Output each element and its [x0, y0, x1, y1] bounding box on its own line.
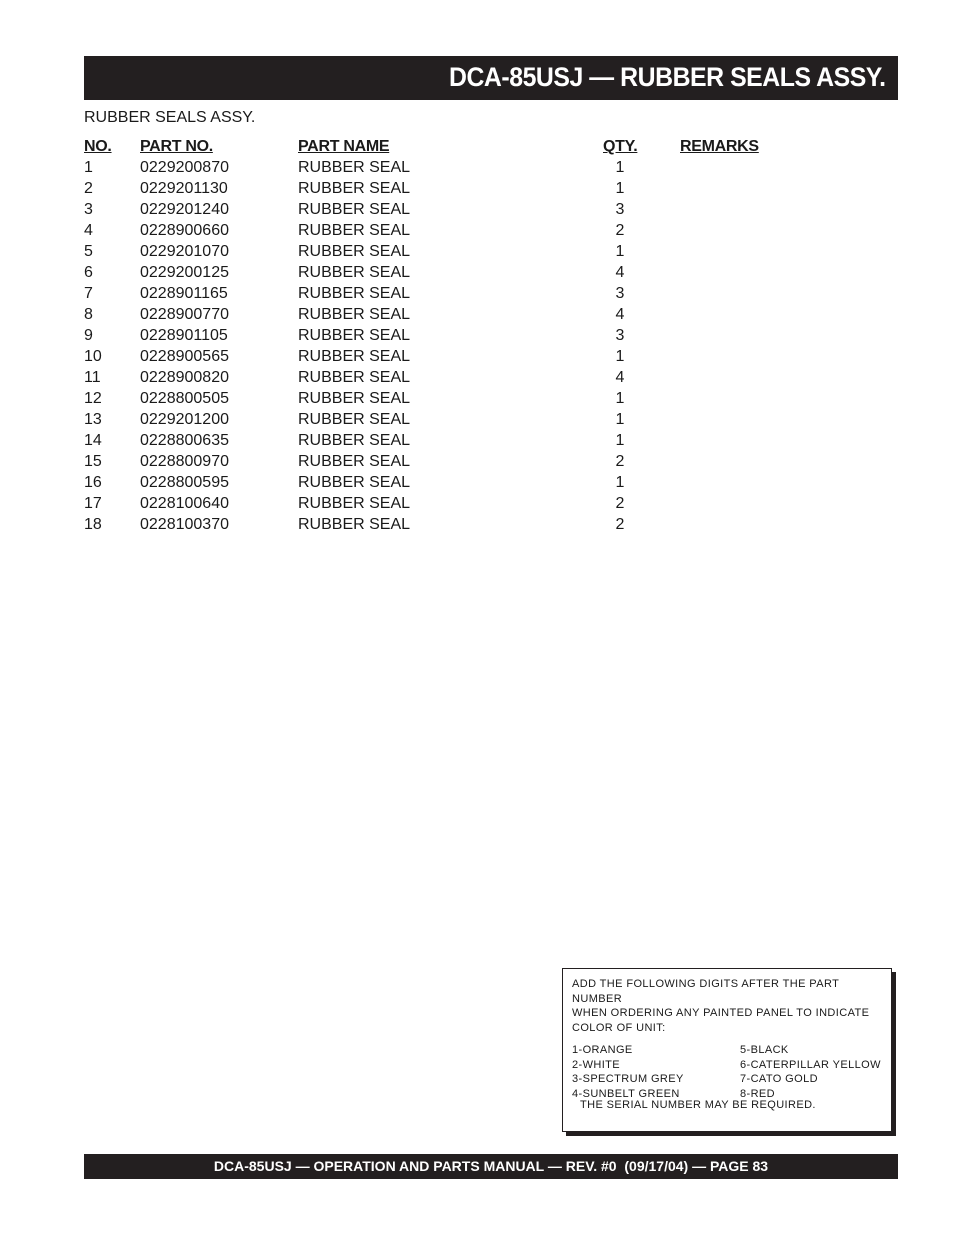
cell-qty: 1 [615, 243, 625, 260]
color-code-item: 1-ORANGE [572, 1044, 633, 1056]
cell-no: 4 [84, 222, 93, 239]
cell-part-no: 0229201070 [140, 243, 229, 260]
table-row [84, 157, 784, 178]
color-code-item: 4-SUNBELT GREEN [572, 1088, 680, 1100]
cell-no: 9 [84, 327, 93, 344]
cell-qty: 3 [615, 327, 625, 344]
header-remarks: REMARKS [680, 138, 759, 155]
serial-number-note: THE SERIAL NUMBER MAY BE REQUIRED. [580, 1099, 816, 1111]
title-bar [84, 56, 898, 100]
cell-no: 6 [84, 264, 93, 281]
table-row [84, 451, 784, 472]
table-row [84, 262, 784, 283]
cell-part-no: 0228800595 [140, 474, 229, 491]
cell-part-name: RUBBER SEAL [298, 159, 411, 176]
cell-part-name: RUBBER SEAL [298, 369, 411, 386]
cell-qty: 1 [615, 348, 625, 365]
cell-qty: 1 [615, 411, 625, 428]
table-row [84, 367, 784, 388]
paint-color-note [562, 968, 892, 1132]
cell-part-no: 0228900565 [140, 348, 229, 365]
section-subtitle: RUBBER SEALS ASSY. [84, 109, 256, 126]
cell-part-no: 0228100640 [140, 495, 229, 512]
table-row [84, 304, 784, 325]
cell-part-name: RUBBER SEAL [298, 390, 411, 407]
cell-part-no: 0228901165 [140, 285, 228, 302]
color-code-item: 8-RED [740, 1088, 776, 1100]
note-intro-line: WHEN ORDERING ANY PAINTED PANEL TO INDICATE [572, 1007, 870, 1019]
color-code-item: 6-CATERPILLAR YELLOW [740, 1059, 881, 1071]
cell-part-no: 0228901105 [140, 327, 228, 344]
color-code-item: 2-WHITE [572, 1059, 621, 1071]
cell-part-name: RUBBER SEAL [298, 306, 411, 323]
cell-qty: 4 [615, 306, 625, 323]
cell-part-no: 0228900820 [140, 369, 229, 386]
cell-no: 10 [84, 348, 102, 365]
cell-part-name: RUBBER SEAL [298, 180, 411, 197]
cell-part-name: RUBBER SEAL [298, 348, 411, 365]
table-row [84, 283, 784, 304]
header-part-name: PART NAME [298, 138, 390, 155]
cell-qty: 2 [615, 516, 625, 533]
color-code-item: 5-BLACK [740, 1044, 789, 1056]
footer-bar [84, 1154, 898, 1179]
page-title: DCA-85USJ — RUBBER SEALS ASSY. [449, 62, 886, 92]
cell-part-no: 0228900770 [140, 306, 229, 323]
cell-part-no: 0228900660 [140, 222, 229, 239]
cell-part-no: 0229201200 [140, 411, 229, 428]
cell-no: 5 [84, 243, 93, 260]
cell-part-name: RUBBER SEAL [298, 243, 411, 260]
header-qty: QTY. [603, 138, 638, 155]
header-part-no: PART NO. [140, 138, 213, 155]
cell-part-name: RUBBER SEAL [298, 516, 411, 533]
cell-qty: 3 [615, 285, 625, 302]
cell-part-no: 0228800505 [140, 390, 229, 407]
cell-part-no: 0228800635 [140, 432, 229, 449]
cell-part-name: RUBBER SEAL [298, 432, 411, 449]
cell-no: 18 [84, 516, 102, 533]
cell-qty: 4 [615, 264, 625, 281]
cell-no: 11 [84, 369, 101, 386]
cell-part-no: 0229200125 [140, 264, 229, 281]
cell-no: 17 [84, 495, 102, 512]
cell-part-name: RUBBER SEAL [298, 222, 411, 239]
cell-qty: 1 [615, 474, 625, 491]
table-row [84, 409, 784, 430]
table-row [84, 346, 784, 367]
cell-no: 12 [84, 390, 102, 407]
table-header-row [84, 136, 784, 157]
note-intro-line: COLOR OF UNIT: [572, 1021, 666, 1034]
table-row [84, 178, 784, 199]
cell-qty: 2 [615, 453, 625, 470]
cell-qty: 1 [615, 159, 625, 176]
cell-qty: 2 [615, 495, 625, 512]
cell-qty: 3 [615, 201, 625, 218]
color-code-list [572, 1043, 884, 1103]
cell-no: 3 [84, 201, 93, 218]
table-row [84, 472, 784, 493]
cell-part-no: 0228100370 [140, 516, 229, 533]
cell-part-no: 0229201130 [140, 180, 228, 197]
cell-part-no: 0229201240 [140, 201, 229, 218]
cell-part-name: RUBBER SEAL [298, 264, 411, 281]
cell-no: 2 [84, 180, 93, 197]
color-code-item: 3-SPECTRUM GREY [572, 1073, 684, 1085]
cell-part-name: RUBBER SEAL [298, 495, 411, 512]
cell-part-name: RUBBER SEAL [298, 285, 411, 302]
cell-part-no: 0229200870 [140, 159, 229, 176]
note-intro [572, 977, 884, 1035]
cell-part-name: RUBBER SEAL [298, 327, 411, 344]
table-row [84, 325, 784, 346]
cell-part-no: 0228800970 [140, 453, 229, 470]
table-row [84, 199, 784, 220]
cell-part-name: RUBBER SEAL [298, 411, 411, 428]
cell-part-name: RUBBER SEAL [298, 453, 411, 470]
table-row [84, 220, 784, 241]
note-intro-line: ADD THE FOLLOWING DIGITS AFTER THE PART NUMBER [572, 978, 840, 1005]
cell-qty: 1 [615, 432, 625, 449]
cell-qty: 4 [615, 369, 625, 386]
cell-no: 8 [84, 306, 93, 323]
cell-no: 13 [84, 411, 102, 428]
table-row [84, 241, 784, 262]
parts-table [84, 136, 784, 535]
cell-part-name: RUBBER SEAL [298, 201, 411, 218]
table-row [84, 514, 784, 535]
color-code-item: 7-CATO GOLD [740, 1073, 818, 1085]
cell-qty: 1 [615, 180, 625, 197]
cell-no: 15 [84, 453, 102, 470]
table-row [84, 430, 784, 451]
table-row [84, 493, 784, 514]
header-no: NO. [84, 138, 112, 155]
cell-part-name: RUBBER SEAL [298, 474, 411, 491]
cell-qty: 1 [615, 390, 625, 407]
footer-text: DCA-85USJ — OPERATION AND PARTS MANUAL — REV. #0 (09/17/04) — PAGE 83 [213, 1158, 769, 1174]
cell-qty: 2 [615, 222, 625, 239]
cell-no: 1 [84, 159, 93, 176]
cell-no: 14 [84, 432, 102, 449]
table-body [84, 157, 784, 535]
table-row [84, 388, 784, 409]
cell-no: 7 [84, 285, 93, 302]
cell-no: 16 [84, 474, 102, 491]
